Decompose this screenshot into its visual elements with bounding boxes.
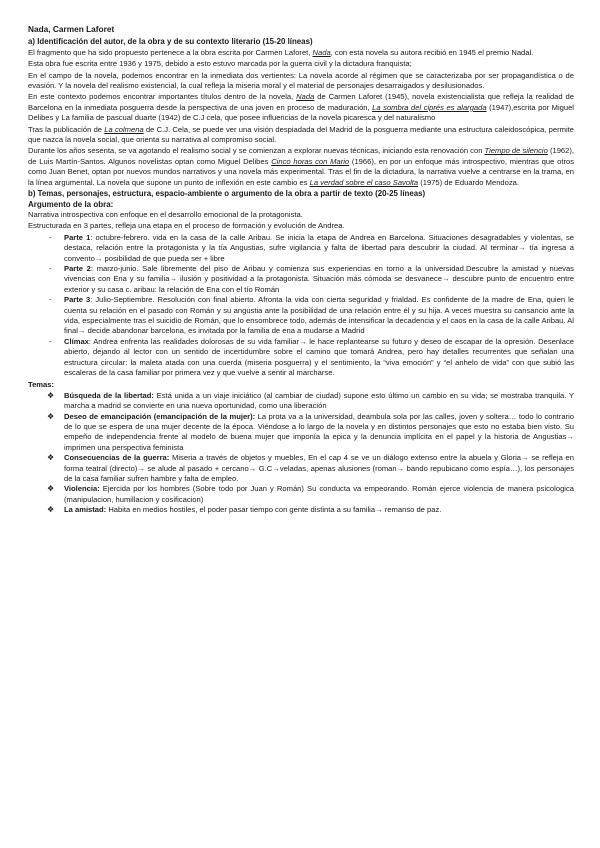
theme-text: Ejercida por los hombres (Sobre todo por Juan y Román) Su conducta va empeorando. Román ejerce violencia de manera psicologica (manipulacion, humillacion y cosificacion) <box>64 484 574 504</box>
parts-list <box>28 233 574 379</box>
work-title-tiempo-silencio: Tiempo de silencio <box>484 146 548 156</box>
diamond-bullet-icon: ❖ <box>47 453 55 463</box>
list-item <box>28 453 574 484</box>
intro-paragraph-3: En el campo de la novela, podemos encontrar en la inmediata dos vertientes: La novela acorde al régimen que se caracterizaba por ser propagandística o de evasión. Y la novela del realismo existencial, la cual refleja la miseria moral y el material de personajes desarraigados y desilusionados. <box>28 70 574 91</box>
part-text: : octubre-febrero. vida en la casa de la calle Aribau. Se inicia la etapa de Andrea en Barcelona. Situaciones desagradables y violentas, se destaca, relación entre la protagonista y la tía Angustias, sufre vigilancia y falta de libertad para descubrir la ciudad. Al terminar→ tía ingresa a convento→ posibilidad de que pueda ser + libre <box>64 232 574 263</box>
theme-label: Consecuencias de la guerra: <box>64 453 170 463</box>
theme-text: Miseria a través de objetos y muebles, En el cap 4 se ve un diálogo extenso entre la abuela y Gloria→ se refleja en forma teatral (directo)→ se alude al pasado + cercano→ G.C→veladas, apenas alusiones (roman→ bando repubicano como espía…), los personajes de la casa familiar sufren hambre y falta de empleo. <box>64 453 574 484</box>
document-page <box>28 24 574 516</box>
text-span: Durante los años sesenta, se va agotando el realismo social y se comienzan a explorar nuevas técnicas, iniciando esta renovación con <box>28 146 485 156</box>
list-item <box>28 412 574 454</box>
text-span: (1966), en por un enfoque más introspectivo, mientras que otros como Juan Benet, optan por nuevos mundos narrativos y una novela más experimental. Tras el fin de la dictadura, la narrativa vuelve a centrarse en la trama, en la línea argumental. La novela que supone un punto de inflexión en este cambio es <box>28 156 574 187</box>
text-span: Tras la publicación de <box>28 124 105 134</box>
intro-paragraph-6 <box>28 146 574 188</box>
list-item <box>28 391 574 412</box>
list-item <box>28 484 574 505</box>
list-item <box>28 295 574 337</box>
theme-text: Habita en medios hostiles, el poder pasar tiempo con gente distinta a su familia→ remanso de paz. <box>106 505 442 515</box>
work-title-colmena: La colmena <box>104 124 144 134</box>
dash-bullet: - <box>49 232 52 242</box>
diamond-bullet-icon: ❖ <box>47 505 55 515</box>
argument-heading: Argumento de la obra: <box>28 199 114 209</box>
intro-paragraph-2: Esta obra fue escrita entre 1936 y 1975, debido a esto estuvo marcada por la guerra civil y la dictadura franquista; <box>28 59 412 69</box>
part-label: Clímax <box>64 336 89 346</box>
text-span: (1975) de Eduardo Mendoza. <box>418 177 519 187</box>
argument-paragraph-1: Narrativa introspectiva con enfoque en el desarrollo emocional de la protagonista. <box>28 209 303 219</box>
intro-paragraph-5 <box>28 125 574 146</box>
diamond-bullet-icon: ❖ <box>47 484 55 494</box>
diamond-bullet-icon: ❖ <box>47 390 55 400</box>
theme-label: Violencia: <box>64 484 100 494</box>
dash-bullet: - <box>49 295 52 305</box>
work-title-savolta: La verdad sobre el caso Savolta <box>309 177 419 187</box>
part-label: Parte 3 <box>64 295 91 305</box>
list-item <box>28 264 574 295</box>
part-label: Parte 1 <box>64 232 91 242</box>
section-b-heading: b) Temas, personajes, estructura, espacio-ambiente o argumento de la obra a partir de texto (20-25 líneas) <box>28 189 426 199</box>
document-title: Nada, Carmen Laforet <box>28 24 115 34</box>
text-span: (1962), de Luis Martín-Santos. Algunos novelistas optan como Miguel Delibes <box>28 146 575 166</box>
text-span: (1947),escrita por Miguel Delibes y La familia de pascual duarte (1942) de C.J cela, que posee influencias de la novela picaresca y del naturalismo <box>28 102 574 123</box>
list-item <box>28 505 574 515</box>
text-span: de Carmen Laforet (1945), novela existencialista que refleja la realidad de Barcelona en la inmediata posguerra desde la perspectiva de una joven en proceso de maduración, <box>28 92 574 112</box>
dash-bullet: - <box>49 263 52 273</box>
themes-list <box>28 391 574 516</box>
theme-text: Está unida a un viaje iniciático (al cambiar de ciudad) supone esto último un cambio en su vida; se mostraba tranquila. Y marcha a madrid se convierte en una nueva oportunidad, como una liberación <box>64 390 574 411</box>
argument-paragraph-2: Estructurada en 3 partes, refleja una etapa en el proceso de formación y evolución de Andrea. <box>28 221 345 231</box>
part-text: : Andrea enfrenta las realidades dolorosas de su vida familiar→ le hace replantearse su futuro y deseo de escapar de la opresión. Desenlace abierto, dejando al lector con un sentido de incertidumbre sobre el camino que tomará Andrea, pero hay detalles recurrentes que señalan una estructura circular: la maleta atada con una cuerda (miseria posguerra) y el sentimiento, la “viva emoción” y “el anhelo de vida” con que subió las escaleras de la casa familiar por primera vez y que vuelve a sentir al marcharse. <box>64 336 574 377</box>
text-span: de C.J. Cela, se puede ver una visión despiadada del Madrid de la posguerra mediante una estructura caleidoscópica, permite que nazca la novela social, que orienta su narrativa al compromiso social. <box>28 124 574 145</box>
intro-paragraph-1 <box>28 48 574 58</box>
part-text: : Julio-Septiembre. Resolución con final abierto. Afronta la vida con cierta seguridad y frialdad. Es confidente de la madre de Ena, quien le cuenta su relación en el pasado con Román y su angustia ante la posibilidad de una relación entre él y su hija. A veces muestra su cansancio ante la vida, especialmente tras el suicidio de Román, que lo ensombrece todo, además de intensificar la decadencia y el caos en la casa de la calle Aribau. Al final→ decide abandonar barcelona, es invitada por la familia de ena a mudarse a Madrid <box>64 295 574 336</box>
theme-label: Deseo de emancipación (emancipación de la mujer): <box>64 411 256 421</box>
part-text: : marzo-junio. Sale libremente del piso de Aribau y comienza sus experiencias en torno a la universidad.Descubre la amistad y nuevas vivencias con Ena y su familia→ ilusión y positividad a la protagonista. Situación más cómoda se desvanece→ descubre punto de encuentro entre exterior y su casa c. aribau: la relación de Ena con el tío Román <box>64 263 574 294</box>
intro-paragraph-4 <box>28 92 574 123</box>
list-item <box>28 337 574 379</box>
theme-label: La amistad: <box>64 505 107 515</box>
work-title-sombra-cipres: La sombra del ciprés es alargada <box>372 102 487 112</box>
section-a-heading: a) Identificación del autor, de la obra y de su contexto literario (15-20 líneas) <box>28 37 313 47</box>
theme-text: La prota va a la universidad, deambula sola por las calles, joven y soltera… todo lo contrario de lo que se espera de una mujer decente de la época. Viéndose a lo largo de la novela y en distintos personajes que esto no estaba bien visto. Su empeño de independencia frente al modelo de buena mujer que imponía la epica y la denuncia implícita en el papel y la historia de Angustias→ imprimen una perspectiva feminista <box>64 411 574 452</box>
part-label: Parte 2 <box>64 263 91 273</box>
dash-bullet: - <box>49 336 52 346</box>
diamond-bullet-icon: ❖ <box>47 411 55 421</box>
work-title-nada: Nada <box>296 92 315 102</box>
text-span: En este contexto podemos encontrar importantes títulos dentro de la novela, <box>28 92 297 102</box>
text-span: El fragmento que ha sido propuesto pertenece a la obra escrita por Carmen Laforet, <box>28 47 313 57</box>
work-title-cinco-horas: Cinco horas con Mario <box>271 156 350 166</box>
text-span: , con esta novela su autora recibió en 1945 el premio Nadal. <box>330 47 534 57</box>
themes-heading: Temas: <box>28 380 55 390</box>
list-item <box>28 233 574 264</box>
theme-label: Búsqueda de la libertad: <box>64 390 154 400</box>
work-title-nada: Nada <box>312 47 331 57</box>
